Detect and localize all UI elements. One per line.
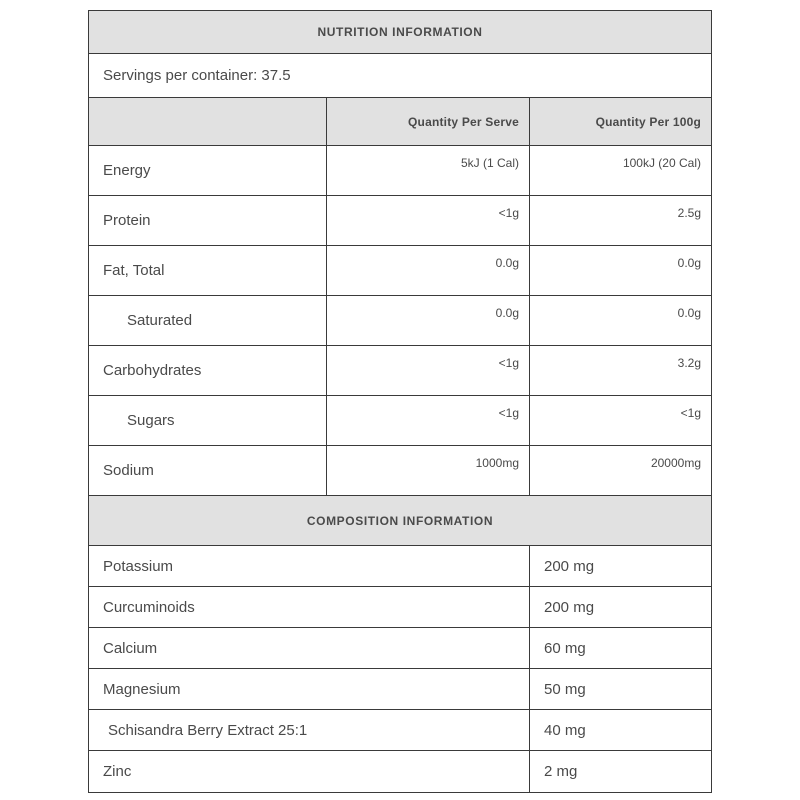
value-per-100g: 0.0g [529,246,711,295]
value-per-100g: <1g [529,396,711,445]
nutrition-section-title: NUTRITION INFORMATION [89,11,711,54]
row-label: Energy [103,162,151,179]
table-row-schisandra-berry-extract [89,710,711,751]
value-per-serve: 0.0g [326,296,529,345]
value-per-serve: <1g [326,346,529,395]
row-label: Schisandra Berry Extract 25:1 [108,721,308,739]
row-label: Zinc [103,763,132,780]
value-per-100g: 0.0g [529,296,711,345]
table-row-protein [89,196,711,246]
row-label: Protein [103,212,151,229]
table-row-magnesium [89,669,711,710]
row-amount: 60 mg [529,628,711,668]
table-row-zinc [89,751,711,792]
row-label: Curcuminoids [103,598,195,616]
value-per-100g: 20000mg [529,446,711,495]
row-label: Sodium [103,462,154,479]
value-per-100g: 2.5g [529,196,711,245]
row-amount: 200 mg [529,546,711,586]
table-row-potassium [89,546,711,587]
value-per-serve: 0.0g [326,246,529,295]
value-per-100g: 100kJ (20 Cal) [529,146,711,195]
value-per-serve: 5kJ (1 Cal) [326,146,529,195]
table-row-energy [89,146,711,196]
row-amount: 2 mg [529,751,711,792]
column-header-per-100g: Quantity Per 100g [529,98,711,145]
table-row-carbohydrates [89,346,711,396]
composition-section-title: COMPOSITION INFORMATION [89,496,711,546]
value-per-serve: <1g [326,196,529,245]
nutrition-header-spacer [89,98,326,145]
row-amount: 200 mg [529,587,711,627]
row-label: Potassium [103,557,174,575]
row-label: Fat, Total [103,262,165,279]
row-label: Magnesium [103,680,181,698]
table-row-sodium [89,446,711,496]
column-header-per-serve: Quantity Per Serve [326,98,529,145]
nutrition-panel [88,10,712,793]
table-row-sugars [89,396,711,446]
servings-per-container: Servings per container: 37.5 [89,54,711,98]
value-per-serve: <1g [326,396,529,445]
table-row-curcuminoids [89,587,711,628]
nutrition-column-header-row [89,98,711,146]
row-label: Saturated [127,312,193,329]
row-label: Carbohydrates [103,362,202,379]
value-per-100g: 3.2g [529,346,711,395]
table-row-fat-total [89,246,711,296]
row-label: Sugars [127,412,175,429]
row-amount: 40 mg [529,710,711,750]
row-amount: 50 mg [529,669,711,709]
table-row-saturated [89,296,711,346]
value-per-serve: 1000mg [326,446,529,495]
row-label: Calcium [103,639,158,657]
table-row-calcium [89,628,711,669]
